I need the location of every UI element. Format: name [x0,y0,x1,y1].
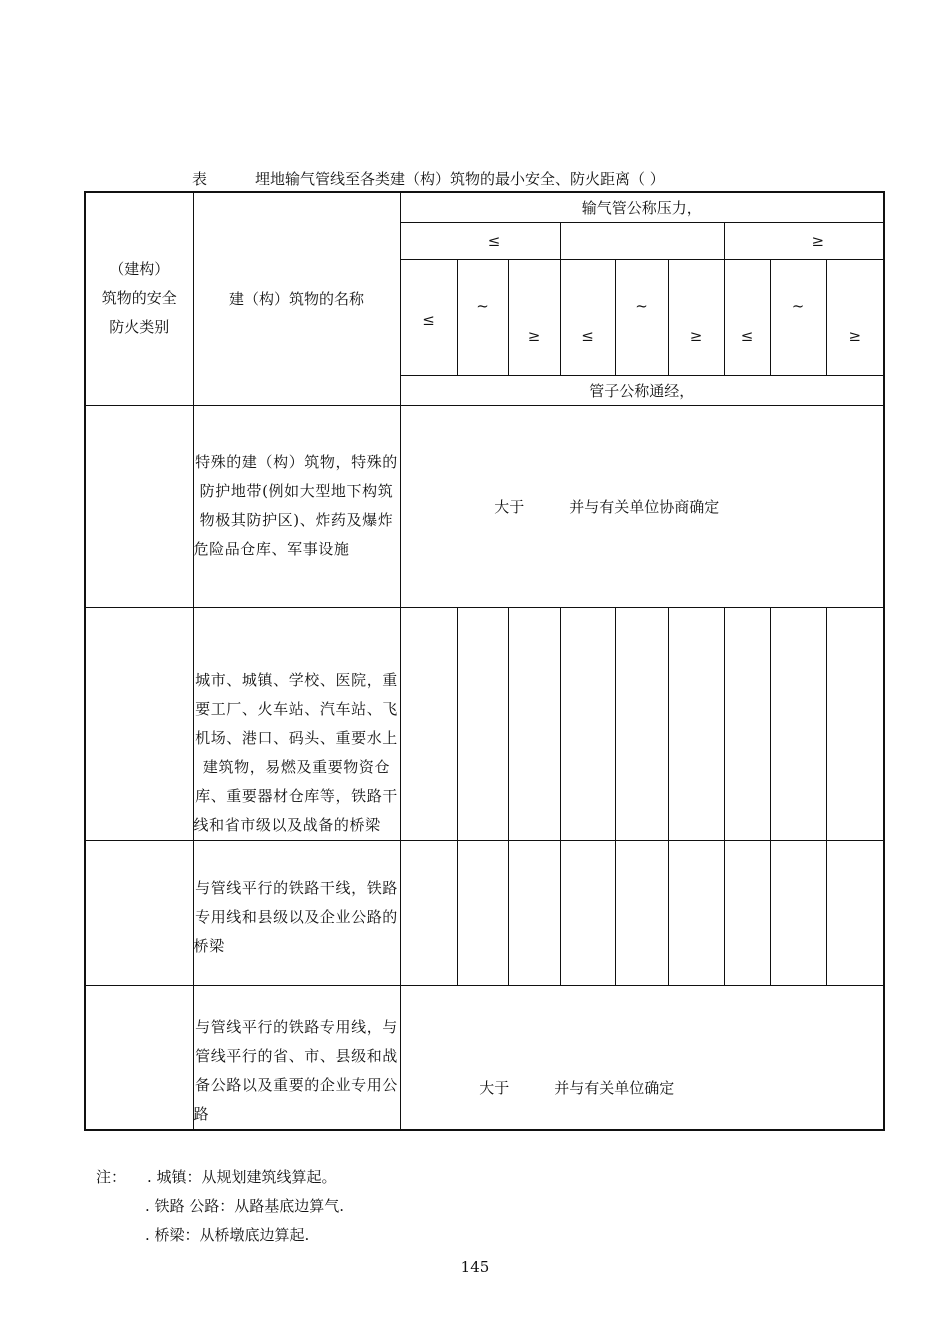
row-merged-value: 大于 并与有关单位确定 [400,985,884,1130]
category-header-cell [85,192,193,405]
row-value-cell [724,607,770,840]
table-row [85,607,884,840]
row-category [85,840,193,985]
category-header-line: （建构） [109,260,170,279]
row-category [85,985,193,1130]
row-category [85,607,193,840]
category-header-line: 筑物的安全 [101,289,177,308]
row-value-cell [400,840,457,985]
notes-label: 注： [96,1168,127,1186]
row-value-cell [615,607,668,840]
diameter-symbol: ≤ [560,259,615,375]
safety-distance-table [84,191,885,1131]
row-value-cell [668,840,724,985]
name-header-cell: 建（构）筑物的名称 [193,192,400,405]
diameter-symbol: ~ [457,259,508,375]
row-value-cell [826,840,884,985]
pressure-group-high: ≥ [724,222,884,259]
note-item: . 桥梁：从桥墩底边算起. [145,1226,310,1244]
pressure-header: 输气管公称压力， [400,192,884,222]
diameter-symbol: ≤ [400,259,457,375]
row-value-cell [457,840,508,985]
row-value-cell [508,607,560,840]
table-row [85,405,884,607]
diameter-symbol: ≥ [826,259,884,375]
row-value-cell [560,607,615,840]
row-value-cell [457,607,508,840]
category-header-line: 防火类别 [109,318,170,337]
caption-title: 埋地输气管线至各类建（构）筑物的最小安全、防火距离（ ） [255,170,665,188]
table-caption [192,168,665,189]
row-value-cell [560,840,615,985]
diameter-symbol: ~ [770,259,826,375]
pressure-group-low: ≤ [400,222,560,259]
note-item: . 铁路 公路：从路基底边算气. [145,1197,345,1215]
row-value-cell [770,840,826,985]
caption-prefix: 表 [192,170,208,188]
row-name: 城市、城镇、学校、医院，重要工厂、火车站、汽车站、飞机场、港口、码头、重要水上建筑物，易燃及重要物资仓库、重要器材仓库等，铁路干线和省市级以及战备的桥梁 [193,607,400,840]
page-number: 145 [460,1258,490,1276]
row-merged-value: 大于 并与有关单位协商确定 [400,405,884,607]
diameter-symbol: ≤ [724,259,770,375]
row-name: 特殊的建（构）筑物，特殊的防护地带(例如大型地下构筑物极其防护区)、炸药及爆炸危险品仓库、军事设施 [193,405,400,607]
row-category [85,405,193,607]
diameter-header: 管子公称通经， [400,375,884,405]
diameter-symbol: ~ [615,259,668,375]
pressure-group-mid [560,222,724,259]
row-value-cell [770,607,826,840]
diameter-symbol: ≥ [508,259,560,375]
row-value-cell [668,607,724,840]
row-value-cell [615,840,668,985]
row-value-cell [400,607,457,840]
row-value-cell [826,607,884,840]
row-value-cell [508,840,560,985]
row-name: 与管线平行的铁路专用线，与管线平行的省、市、县级和战备公路以及重要的企业专用公路 [193,985,400,1130]
table-row [85,840,884,985]
table-row [85,985,884,1130]
row-value-cell [724,840,770,985]
diameter-symbol: ≥ [668,259,724,375]
row-name: 与管线平行的铁路干线，铁路专用线和县级以及企业公路的桥梁 [193,840,400,985]
note-item: . 城镇：从规划建筑线算起。 [147,1168,337,1186]
